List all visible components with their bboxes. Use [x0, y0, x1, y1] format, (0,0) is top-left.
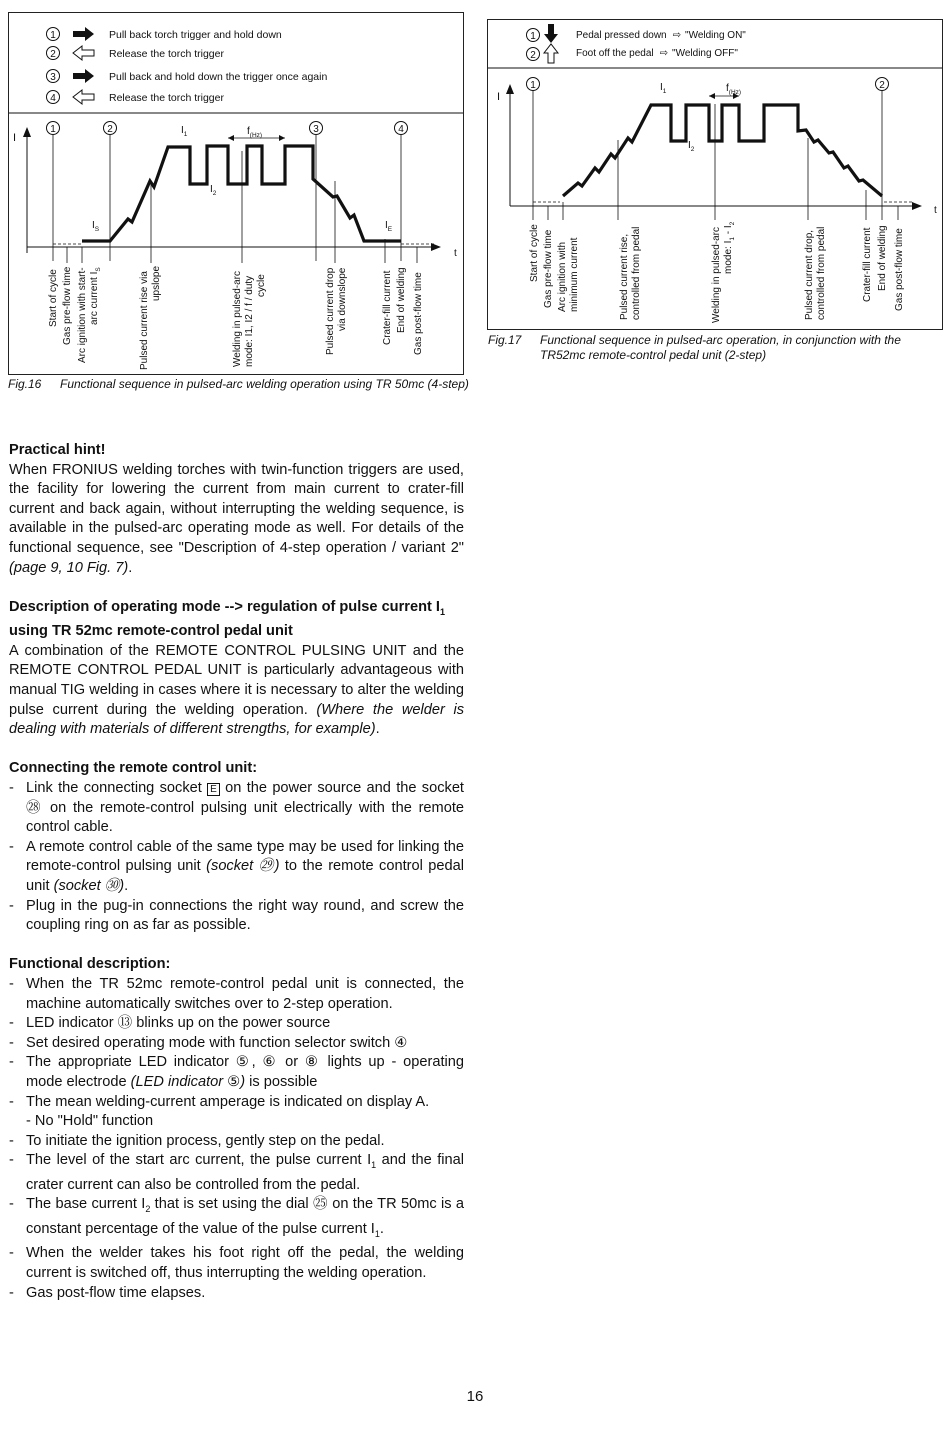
fig16-caption-text: Functional sequence in pulsed-arc welding operation using TR 50mc (4-step): [60, 377, 469, 391]
practical-hint-heading: Practical hint!: [9, 442, 106, 458]
list-item: - The mean welding-current amperage is indicated on display A. - No "Hold" function: [9, 1093, 464, 1132]
fig17-caption-line-1: [488, 333, 938, 348]
label-i1: $I_1$: [660, 82, 667, 95]
marker-number: 4: [398, 124, 404, 135]
phase-label-rise-1: Pulsed current rise,: [619, 233, 630, 320]
list-item: - The level of the start arc current, the pulse current $I_1$ and the final crater current can also be controlled from the pedal.: [9, 1151, 464, 1195]
solid-arrow-right-icon: [73, 27, 94, 41]
fig16-legend: [47, 27, 328, 104]
fig17-box: [487, 19, 943, 330]
result-arrow-icon: ⇨: [659, 48, 669, 59]
fig17-caption: [488, 333, 938, 363]
freq-arrow-left-icon: [709, 93, 715, 99]
label-i1: $I_1$: [181, 125, 188, 138]
legend-text: Release the torch trigger: [109, 48, 224, 60]
phase-label-postflow: Gas post-flow time: [894, 228, 905, 311]
freq-arrow-right-icon: [279, 135, 285, 141]
phase-label-crater: Crater-fill current: [382, 270, 393, 345]
legend-number: 1: [50, 30, 56, 41]
solid-arrow-right-icon: [73, 69, 94, 83]
fig16-caption: [8, 377, 478, 392]
list-item: - Gas post-flow time elapses.: [9, 1284, 464, 1304]
page-number: 16: [466, 1388, 484, 1405]
phase-label-pulsed-1: Welding in pulsed-arc: [711, 227, 722, 323]
fig17-caption-text-2: TR52mc remote-control pedal unit (2-step): [540, 348, 767, 362]
phase-label-rise-2: upslope: [151, 265, 162, 301]
functional-heading: Functional description:: [9, 956, 171, 973]
operating-mode-section: [9, 598, 464, 740]
phase-label-pulsed-3: cycle: [256, 274, 267, 297]
x-axis-arrow-icon: [912, 202, 922, 210]
axis-label-i: I: [13, 132, 17, 144]
phase-label-end: End of welding: [877, 225, 888, 291]
list-item: - Link the connecting socket E on the power source and the socket ㉘ on the remote-control pulsing unit electrically with the remote control cable.: [9, 779, 464, 838]
label-ie: $I_E$: [385, 220, 393, 233]
phase-label-rise-2: controlled from pedal: [631, 226, 642, 320]
legend-number: 2: [50, 49, 56, 60]
phase-label-pulsed-2: mode: $I_1 - I_2$: [723, 221, 736, 274]
phase-label-drop-1: Pulsed current drop: [325, 267, 336, 355]
phase-label-rise-1: Pulsed current rise via: [139, 271, 150, 370]
list-item: - LED indicator ⑬ blinks up on the power source: [9, 1014, 464, 1034]
phase-label-drop-2: via downslope: [337, 267, 348, 331]
operating-mode-text: A combination of the REMOTE CONTROL PULSING UNIT and the REMOTE CONTROL PEDAL UNIT is particularly advantageous with manual TIG welding in cases where it is necessary to alter the welding pulse current during the welding operation. (Where the welder is dealing with materials of different strengths, for example).: [9, 642, 465, 738]
fig17-caption-number: Fig.17: [488, 333, 522, 347]
operating-mode-heading: Description of operating mode --> regulation of pulse current $I_1$ using TR 52mc remote-control pedal unit: [9, 598, 445, 640]
legend-number: 4: [50, 93, 56, 104]
phase-label-preflow: Gas pre-flow time: [62, 266, 73, 345]
axis-label-i: I: [497, 91, 501, 103]
phase-label-pulsed-2: mode: I1, I2 / f / duty: [244, 275, 255, 367]
fig17-caption-text-1: Functional sequence in pulsed-arc operation, in conjunction with the: [540, 333, 901, 347]
list-item: - When the welder takes his foot right off the pedal, the welding current is switched off, thus interrupting the welding operation.: [9, 1244, 464, 1283]
fig17-legend: [527, 24, 747, 63]
list-item: - The base current $I_2$ that is set using the dial ㉕ on the TR 50mc is a constant percentage of the value of the pulse current $I_1$.: [9, 1195, 464, 1244]
fig16-caption-number: Fig.16: [8, 377, 42, 391]
current-waveform: [563, 105, 882, 196]
phase-label-ignition-2: arc current $I_S$: [89, 267, 102, 325]
legend-text: Foot off the pedal ⇨ "Welding OFF": [576, 48, 738, 59]
practical-hint-section: [9, 441, 464, 578]
current-waveform: [82, 146, 401, 241]
marker-number: 1: [50, 124, 56, 135]
list-item: - Plug in the pug-in connections the right way round, and screw the coupling ring on as far as possible.: [9, 897, 464, 936]
fig16-box: [8, 12, 464, 375]
phase-label-ignition-2: minimum current: [569, 237, 580, 312]
marker-number: 1: [530, 80, 536, 91]
socket-e-icon: E: [207, 783, 220, 796]
phase-label-preflow: Gas pre-flow time: [543, 229, 554, 308]
phase-label-pulsed-1: Welding in pulsed-arc: [232, 271, 243, 367]
fig16-diagram: [9, 13, 463, 374]
result-arrow-icon: ⇨: [672, 30, 682, 41]
legend-text: Pull back and hold down the trigger once again: [109, 71, 328, 83]
fig17-caption-line-2: [488, 348, 938, 363]
connecting-heading: Connecting the remote control unit:: [9, 760, 258, 777]
legend-text: Pedal pressed down ⇨ "Welding ON": [576, 30, 746, 41]
fig17-diagram: [488, 20, 942, 329]
list-item: - A remote control cable of the same type may be used for linking the remote-control pulsing unit (socket ㉙) to the remote control pedal unit (socket ㉚).: [9, 838, 464, 897]
marker-number: 2: [879, 80, 885, 91]
axis-label-t: t: [934, 205, 937, 216]
hollow-arrow-left-icon: [73, 46, 94, 60]
legend-number: 3: [50, 72, 56, 83]
hollow-arrow-up-icon: [544, 44, 558, 63]
list-item: - Set desired operating mode with function selector switch ④: [9, 1034, 464, 1054]
phase-label-postflow: Gas post-flow time: [413, 272, 424, 355]
list-item: - When the TR 52mc remote-control pedal unit is connected, the machine automatically switches over to 2-step operation.: [9, 975, 464, 1014]
legend-text: Release the torch trigger: [109, 92, 224, 104]
body-text: [9, 441, 464, 1303]
legend-number: 2: [530, 50, 536, 61]
label-i2: $I_2$: [210, 184, 217, 197]
phase-label-end: End of welding: [396, 267, 407, 333]
legend-text: Pull back torch trigger and hold down: [109, 29, 282, 41]
hollow-arrow-left-icon: [73, 90, 94, 104]
phase-label-ignition-1: Arc ignition with: [557, 241, 568, 312]
legend-number: 1: [530, 31, 536, 42]
functional-section: [9, 955, 464, 1303]
list-item: - To initiate the ignition process, gently step on the pedal.: [9, 1132, 464, 1152]
label-f: $f_{(Hz)}$: [247, 126, 263, 139]
phase-label-ignition-1: Arc ignition with start-: [77, 267, 88, 363]
connecting-list: [9, 779, 464, 936]
phase-label-drop-1: Pulsed current drop,: [804, 229, 815, 320]
label-i2: $I_2$: [688, 140, 695, 153]
label-f: $f_{(Hz)}$: [726, 83, 742, 96]
practical-hint-text: When FRONIUS welding torches with twin-function triggers are used, the facility for lowering the current from main current to crater-fill current and back again, without interrupting the welding sequence, is available in the pulsed-arc operating mode as well. For details of the functional sequence, see "Description of 4-step operation / variant 2" (page 9, 10 Fig. 7).: [9, 461, 464, 576]
solid-arrow-down-icon: [544, 24, 558, 43]
phase-label-start: Start of cycle: [529, 224, 540, 282]
freq-arrow-left-icon: [228, 135, 234, 141]
phase-label-crater: Crater-fill current: [862, 227, 873, 302]
functional-list: [9, 975, 464, 1303]
phase-label-start: Start of cycle: [48, 269, 59, 327]
phase-label-drop-2: controlled from pedal: [816, 226, 827, 320]
y-axis-arrow-icon: [23, 127, 31, 137]
marker-number: 2: [107, 124, 113, 135]
y-axis-arrow-icon: [506, 84, 514, 94]
list-item: - The appropriate LED indicator ⑤, ⑥ or ⑧ lights up - operating mode electrode (LED indicator ⑤) is possible: [9, 1053, 464, 1092]
axis-label-t: t: [454, 248, 457, 259]
label-is: $I_S$: [92, 220, 100, 233]
marker-number: 3: [313, 124, 319, 135]
connecting-section: [9, 759, 464, 935]
